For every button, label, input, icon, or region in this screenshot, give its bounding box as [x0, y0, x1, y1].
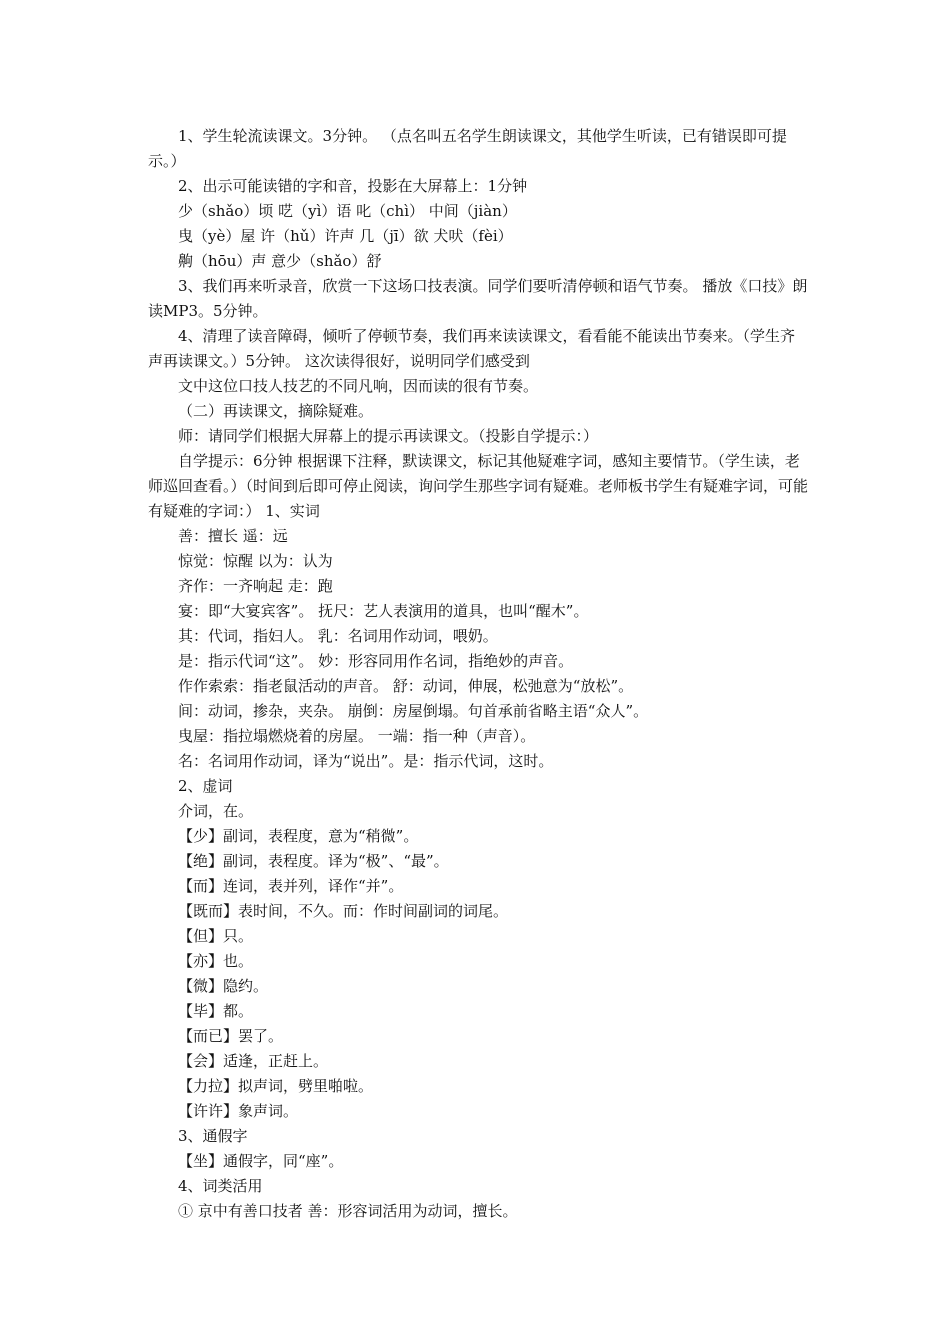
- function-word-item: 【绝】副词，表程度。译为“极”、“最”。: [178, 852, 449, 870]
- pronunciation-line-2: 曳（yè）屋 许（hǔ）许声 几（jī）欲 犬吠（fèi）: [178, 227, 513, 245]
- paragraph-listen-recording: 3、我们再来听录音，欣赏一下这场口技表演。同学们要听清停顿和语气节奏。 播放《口技》朗读MP3。5分钟。: [148, 277, 808, 320]
- vocab-item: 齐作：一齐响起 走：跑: [178, 577, 333, 595]
- tongjiazi-item: 【坐】通假字，同“座”。: [178, 1152, 344, 1170]
- vocab-item: 是：指示代词“这”。 妙：形容同用作名词，指绝妙的声音。: [178, 652, 574, 670]
- vocab-item: 宴：即“大宴宾客”。 抚尺：艺人表演用的道具，也叫“醒木”。: [178, 602, 589, 620]
- function-word-item: 介词，在。: [178, 802, 254, 820]
- vocab-item: 善：擅长 遥：远: [178, 527, 288, 545]
- self-study-prompt: 自学提示：6分钟 根据课下注释，默读课文，标记其他疑难字词，感知主要情节。（学生读，老师巡回查看。）（时间到后即可停止阅读，询问学生那些字词有疑难。老师板书学生有疑难字词，可能有疑难的字词：） 1、实词: [148, 452, 809, 520]
- subheading-tongjiazi: 3、通假字: [178, 1127, 248, 1145]
- paragraph-pronunciation-intro: 2、出示可能读错的字和音，投影在大屏幕上：1分钟: [178, 177, 528, 195]
- vocab-item: 其：代词，指妇人。 乳：名词用作动词，喂奶。: [178, 627, 498, 645]
- function-word-item: 【力拉】拟声词，劈里啪啦。: [178, 1077, 374, 1095]
- document-body: [148, 124, 808, 1224]
- function-word-item: 【但】只。: [178, 927, 254, 945]
- function-word-item: 【会】适逢，正赶上。: [178, 1052, 329, 1070]
- word-class-item: ① 京中有善口技者 善：形容词活用为动词，擅长。: [178, 1202, 518, 1220]
- vocab-item: 名：名词用作动词，译为“说出”。是：指示代词，这时。: [178, 752, 554, 770]
- function-word-item: 【既而】表时间，不久。而：作时间副词的词尾。: [178, 902, 509, 920]
- pronunciation-line-1: 少（shǎo）顷 呓（yì）语 叱（chì） 中间（jiàn）: [178, 202, 517, 220]
- function-word-item: 【毕】都。: [178, 1002, 254, 1020]
- paragraph-reread: 4、清理了读音障碍，倾听了停顿节奏，我们再来读读课文，看看能不能读出节奏来。（学生齐声再读课文。）5分钟。 这次读得很好，说明同学们感受到: [148, 327, 796, 370]
- vocab-item: 间：动词，掺杂，夹杂。 崩倒：房屋倒塌。句首承前省略主语“众人”。: [178, 702, 649, 720]
- vocab-item: 曳屋：指拉塌燃烧着的房屋。 一端：指一种（声音）。: [178, 727, 536, 745]
- paragraph-read-aloud: 1、学生轮流读课文。3分钟。 （点名叫五名学生朗读课文，其他学生听读，已有错误即可提示。）: [148, 127, 787, 170]
- subheading-word-class: 4、词类活用: [178, 1177, 263, 1195]
- vocab-item: 作作索索：指老鼠活动的声音。 舒：动词，伸展，松弛意为“放松”。: [178, 677, 634, 695]
- pronunciation-line-3: 齁（hōu）声 意少（shǎo）舒: [178, 252, 382, 270]
- function-word-item: 【亦】也。: [178, 952, 254, 970]
- function-word-item: 【微】隐约。: [178, 977, 269, 995]
- section-heading-two: （二）再读课文，摘除疑难。: [178, 402, 374, 420]
- paragraph-reread-cont: 文中这位口技人技艺的不同凡响，因而读的很有节奏。: [178, 377, 539, 395]
- function-word-item: 【少】副词，表程度，意为“稍微”。: [178, 827, 419, 845]
- vocab-item: 惊觉：惊醒 以为：认为: [178, 552, 333, 570]
- function-word-item: 【而已】罢了。: [178, 1027, 284, 1045]
- teacher-instruction: 师：请同学们根据大屏幕上的提示再读课文。（投影自学提示：）: [178, 427, 599, 445]
- function-word-item: 【许许】象声词。: [178, 1102, 299, 1120]
- subheading-function-words: 2、虚词: [178, 777, 233, 795]
- function-word-item: 【而】连词，表并列，译作“并”。: [178, 877, 404, 895]
